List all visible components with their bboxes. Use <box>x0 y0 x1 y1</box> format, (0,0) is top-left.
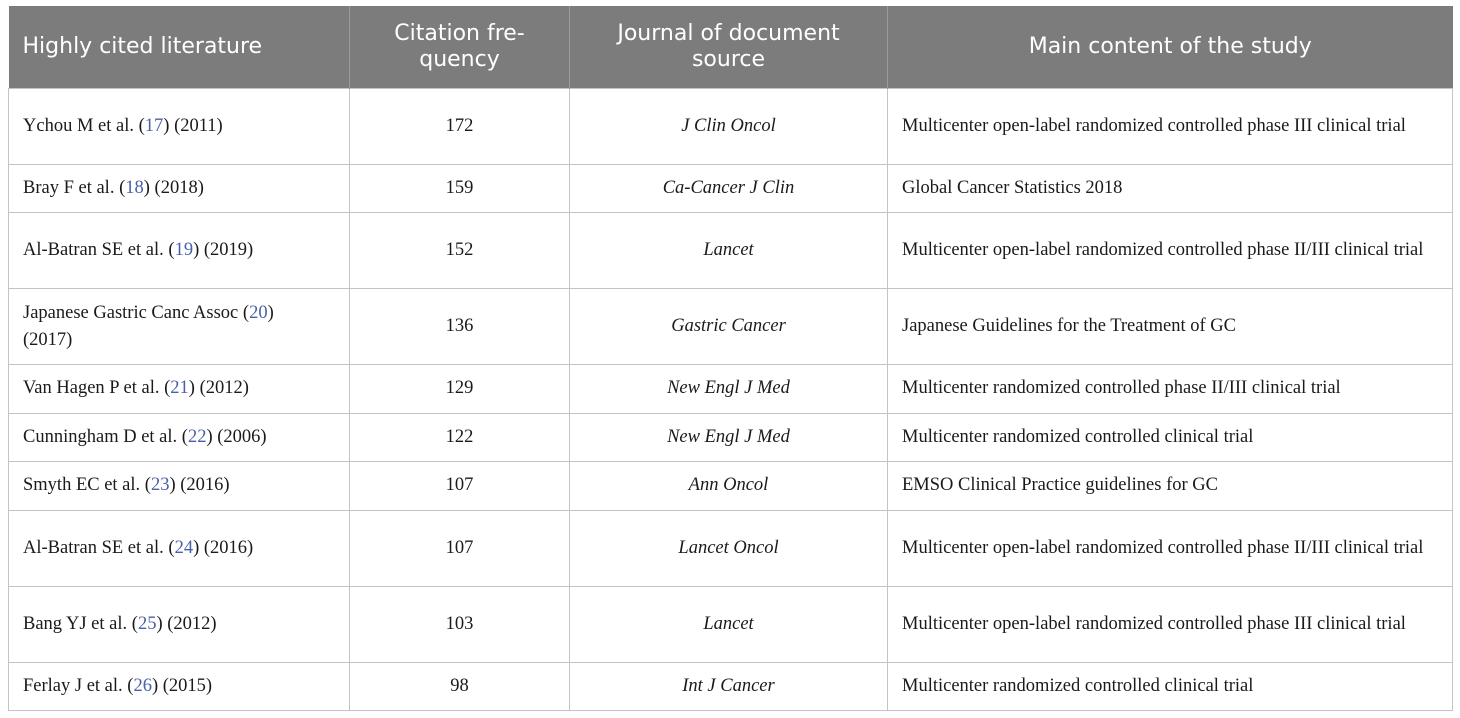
study-content: Multicenter open-label randomized controlled phase II/III clinical trial <box>888 510 1453 586</box>
header-row <box>9 6 1453 88</box>
journal-name: J Clin Oncol <box>570 88 888 164</box>
citation-count: 136 <box>350 289 570 365</box>
table-row <box>9 662 1453 711</box>
citation-table <box>8 6 1453 711</box>
author: Al-Batran SE et al. <box>23 240 164 260</box>
study-content: Multicenter open-label randomized controlled phase III clinical trial <box>888 88 1453 164</box>
table-row <box>9 586 1453 662</box>
reference-link[interactable]: 18 <box>125 177 144 198</box>
reference-link[interactable]: 17 <box>144 115 164 136</box>
year: (2015) <box>162 675 213 696</box>
study-content: Multicenter open-label randomized controlled phase III clinical trial <box>888 586 1453 662</box>
reference-link[interactable]: 22 <box>187 426 207 447</box>
year: (2016) <box>180 475 230 496</box>
citation-count: 159 <box>350 164 570 213</box>
reference-link[interactable]: 19 <box>174 240 194 260</box>
table-row <box>9 510 1453 586</box>
reference-link[interactable]: 23 <box>150 475 170 496</box>
literature-cell: Al-Batran SE et al. (24) (2016) <box>9 510 350 586</box>
reference-link[interactable]: 24 <box>174 537 194 558</box>
header-journal-line-1: Journal of document <box>617 20 840 46</box>
citation-count: 129 <box>350 365 570 414</box>
literature-cell: Ychou M et al. (17) (2011) <box>9 88 350 164</box>
journal-name: Int J Cancer <box>570 662 888 711</box>
year: (2019) <box>203 240 254 260</box>
table-row <box>9 365 1453 414</box>
header-citation-frequency <box>350 6 570 88</box>
study-content: Multicenter randomized controlled phase II/III clinical trial <box>888 365 1453 414</box>
reference-link[interactable]: 26 <box>133 675 152 696</box>
citation-count: 172 <box>350 88 570 164</box>
study-content: Japanese Guidelines for the Treatment of GC <box>888 289 1453 365</box>
study-content: Multicenter randomized controlled clinical trial <box>888 413 1453 462</box>
reference-link[interactable]: 25 <box>137 613 157 634</box>
table-row <box>9 88 1453 164</box>
author: Ferlay J et al. <box>23 675 123 696</box>
author: Al-Batran SE et al. <box>23 537 164 558</box>
author: Van Hagen P et al. <box>23 378 160 399</box>
year: (2016) <box>203 537 254 558</box>
journal-name: New Engl J Med <box>570 365 888 414</box>
header-literature: Highly cited literature <box>9 6 350 88</box>
literature-cell: Cunningham D et al. (22) (2006) <box>9 413 350 462</box>
journal-name: Ann Oncol <box>570 462 888 511</box>
citation-count: 152 <box>350 213 570 289</box>
citation-count: 107 <box>350 510 570 586</box>
year: (2011) <box>174 115 223 136</box>
header-journal <box>570 6 888 88</box>
citation-count: 107 <box>350 462 570 511</box>
year: (2017) <box>23 329 73 350</box>
header-journal-line-2: source <box>691 46 766 72</box>
study-content: Multicenter randomized controlled clinical trial <box>888 662 1453 711</box>
literature-cell: Van Hagen P et al. (21) (2012) <box>9 365 350 414</box>
author: Ychou M et al. <box>23 115 134 136</box>
year: (2012) <box>199 378 249 399</box>
table-row <box>9 413 1453 462</box>
citation-count: 98 <box>350 662 570 711</box>
journal-name: Gastric Cancer <box>570 289 888 365</box>
journal-name: Ca-Cancer J Clin <box>570 164 888 213</box>
literature-cell: Bang YJ et al. (25) (2012) <box>9 586 350 662</box>
literature-cell: Al-Batran SE et al. (19) (2019) <box>9 213 350 289</box>
table-row <box>9 289 1453 365</box>
journal-name: New Engl J Med <box>570 413 888 462</box>
header-citation-line-2: quency <box>419 46 500 72</box>
literature-cell: Smyth EC et al. (23) (2016) <box>9 462 350 511</box>
citation-count: 103 <box>350 586 570 662</box>
header-citation-line-1: Citation fre- <box>394 20 525 46</box>
study-content: Global Cancer Statistics 2018 <box>888 164 1453 213</box>
journal-name: Lancet <box>570 213 888 289</box>
reference-link[interactable]: 20 <box>249 302 268 323</box>
study-content: Multicenter open-label randomized controlled phase II/III clinical trial <box>888 213 1453 289</box>
literature-cell: Ferlay J et al. (26) (2015) <box>9 662 350 711</box>
table-row <box>9 164 1453 213</box>
year: (2018) <box>154 177 204 198</box>
study-content: EMSO Clinical Practice guidelines for GC <box>888 462 1453 511</box>
literature-cell: Bray F et al. (18) (2018) <box>9 164 350 213</box>
author: Bang YJ et al. <box>23 613 128 634</box>
year: (2006) <box>217 426 267 447</box>
year: (2012) <box>167 613 217 634</box>
citation-count: 122 <box>350 413 570 462</box>
table-row <box>9 462 1453 511</box>
journal-name: Lancet <box>570 586 888 662</box>
reference-link[interactable]: 21 <box>170 378 189 399</box>
journal-name: Lancet Oncol <box>570 510 888 586</box>
author: Japanese Gastric Canc Assoc <box>23 302 239 323</box>
author: Cunningham D et al. <box>23 426 178 447</box>
literature-cell: Japanese Gastric Canc Assoc (20) (2017) <box>9 289 350 365</box>
author: Bray F et al. <box>23 177 115 198</box>
table-row <box>9 213 1453 289</box>
author: Smyth EC et al. <box>23 475 141 496</box>
header-main-content: Main content of the study <box>888 6 1453 88</box>
